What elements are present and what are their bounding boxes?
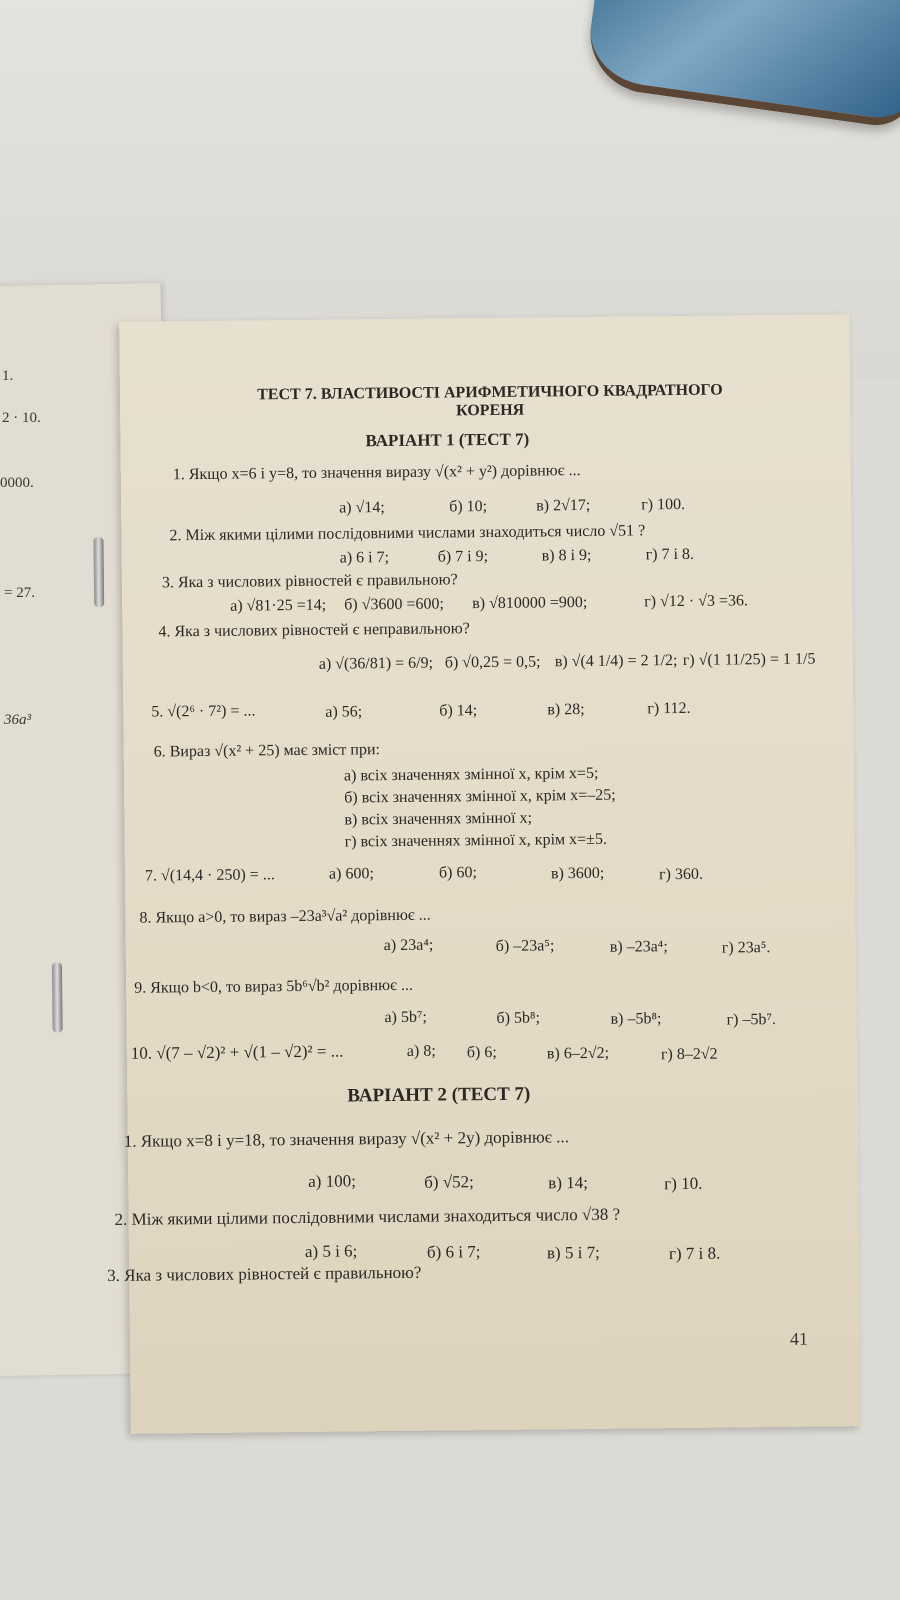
option: а) 100; (308, 1171, 356, 1191)
option: а) 600; (328, 865, 374, 883)
question: 4. Яка з числових рівностей є неправильною? (158, 620, 470, 641)
question: 2. Між якими цілими послідовними числами знаходиться число √51 ? (169, 522, 646, 545)
option: а) 5b⁷; (384, 1008, 428, 1027)
option: в) √(4 1/4) = 2 1/2; (554, 652, 678, 671)
option: в) 14; (548, 1172, 589, 1193)
question: 6. Вираз √(x² + 25) має зміст при: (153, 741, 381, 761)
option: г) 8–2√2 (660, 1045, 718, 1064)
book-page (107, 314, 861, 1434)
left-fragment: 2 · 10. (2, 410, 41, 426)
option: б) 7 і 9; (437, 548, 489, 566)
question: 3. Яка з числових рівностей є правильною? (161, 571, 458, 592)
question: 1. Якщо x=6 і y=8, то значення виразу √(x² + y²) дорівнює ... (172, 462, 581, 484)
option: в) 5 і 7; (546, 1242, 600, 1263)
option: г) –5b⁷. (726, 1011, 777, 1029)
option: б) 14; (439, 702, 478, 720)
option: г) √12 · √3 =36. (644, 592, 749, 611)
question: 2. Між якими цілими послідовними числами знаходиться число √38 ? (114, 1204, 621, 1229)
option: а) всіх значеннях змінної x, крім x=5; (343, 764, 599, 785)
option: а) √(36/81) = 6/9; (318, 654, 434, 673)
option: а) 56; (325, 703, 363, 721)
option: в) 28; (547, 701, 585, 719)
staple (93, 537, 104, 607)
left-fragment: 36a³ (4, 712, 31, 728)
option: в) всіх значеннях змінної x; (344, 809, 533, 829)
option: в) √810000 =900; (472, 593, 588, 613)
question: 5. √(2⁶ · 7²) = ... (151, 702, 256, 721)
option: г) 112. (647, 699, 691, 718)
page-title: ТЕСТ 7. ВЛАСТИВОСТІ АРИФМЕТИЧНОГО КВАДРАТНОГО КОРЕНЯ (257, 381, 723, 420)
option: г) 23a⁵. (721, 939, 771, 957)
option: а) √14; (339, 499, 385, 517)
option: б) –23a⁵; (495, 937, 555, 955)
option: а) 5 і 6; (304, 1241, 358, 1261)
option: б) 10; (449, 498, 488, 516)
option: г) √(1 11/25) = 1 1/5 (682, 650, 816, 669)
option: в) 2√17; (536, 496, 591, 515)
option: г) всіх значеннях змінної x, крім x=±5. (344, 830, 607, 851)
option: г) 7 і 8. (668, 1243, 721, 1264)
variant-2-heading: ВАРІАНТ 2 (ТЕСТ 7) (347, 1083, 531, 1107)
option: б) √0,25 = 0,5; (444, 653, 541, 672)
option: в) –5b⁸; (610, 1010, 662, 1028)
left-fragment: 0000. (0, 475, 34, 491)
question: 8. Якщо a>0, то вираз –23a³√a² дорівнює ... (139, 906, 431, 927)
option: г) 360. (658, 865, 703, 884)
variant-1-heading: ВАРІАНТ 1 (ТЕСТ 7) (365, 429, 530, 451)
option: а) 23a⁴; (383, 936, 434, 955)
question: 9. Якщо b<0, то вираз 5b⁶√b² дорівнює ... (134, 976, 414, 997)
page-number: 41 (789, 1328, 808, 1349)
option: г) 7 і 8. (645, 545, 695, 564)
option: б) 5b⁸; (496, 1009, 541, 1027)
option: а) 6 і 7; (339, 549, 390, 567)
option: а) √81·25 =14; (230, 596, 327, 615)
option: б) 60; (438, 864, 477, 882)
option: г) 10. (664, 1173, 703, 1194)
option: б) всіх значеннях змінної x, крім x=–25; (344, 786, 616, 807)
left-fragment: 1. (2, 368, 14, 384)
option: б) 6; (466, 1043, 497, 1062)
option: в) 8 і 9; (541, 546, 592, 565)
option: г) 100. (641, 495, 686, 514)
question: 3. Яка з числових рівностей є правильною? (107, 1262, 422, 1286)
left-fragment: = 27. (4, 585, 35, 601)
staple (52, 962, 63, 1032)
question: 10. √(7 – √2)² + √(1 – √2)² = ... (130, 1041, 344, 1063)
option: а) 8; (406, 1042, 436, 1060)
question: 1. Якщо x=8 і y=18, то значення виразу √(x² + 2y) дорівнює ... (123, 1127, 570, 1151)
option: в) –23a⁴; (609, 938, 668, 956)
option: б) 6 і 7; (426, 1242, 481, 1262)
question: 7. √(14,4 · 250) = ... (144, 866, 275, 885)
option: в) 3600; (550, 864, 605, 883)
option: б) √3600 =600; (344, 595, 444, 614)
option: в) 6–2√2; (546, 1044, 610, 1063)
option: б) √52; (424, 1172, 474, 1192)
